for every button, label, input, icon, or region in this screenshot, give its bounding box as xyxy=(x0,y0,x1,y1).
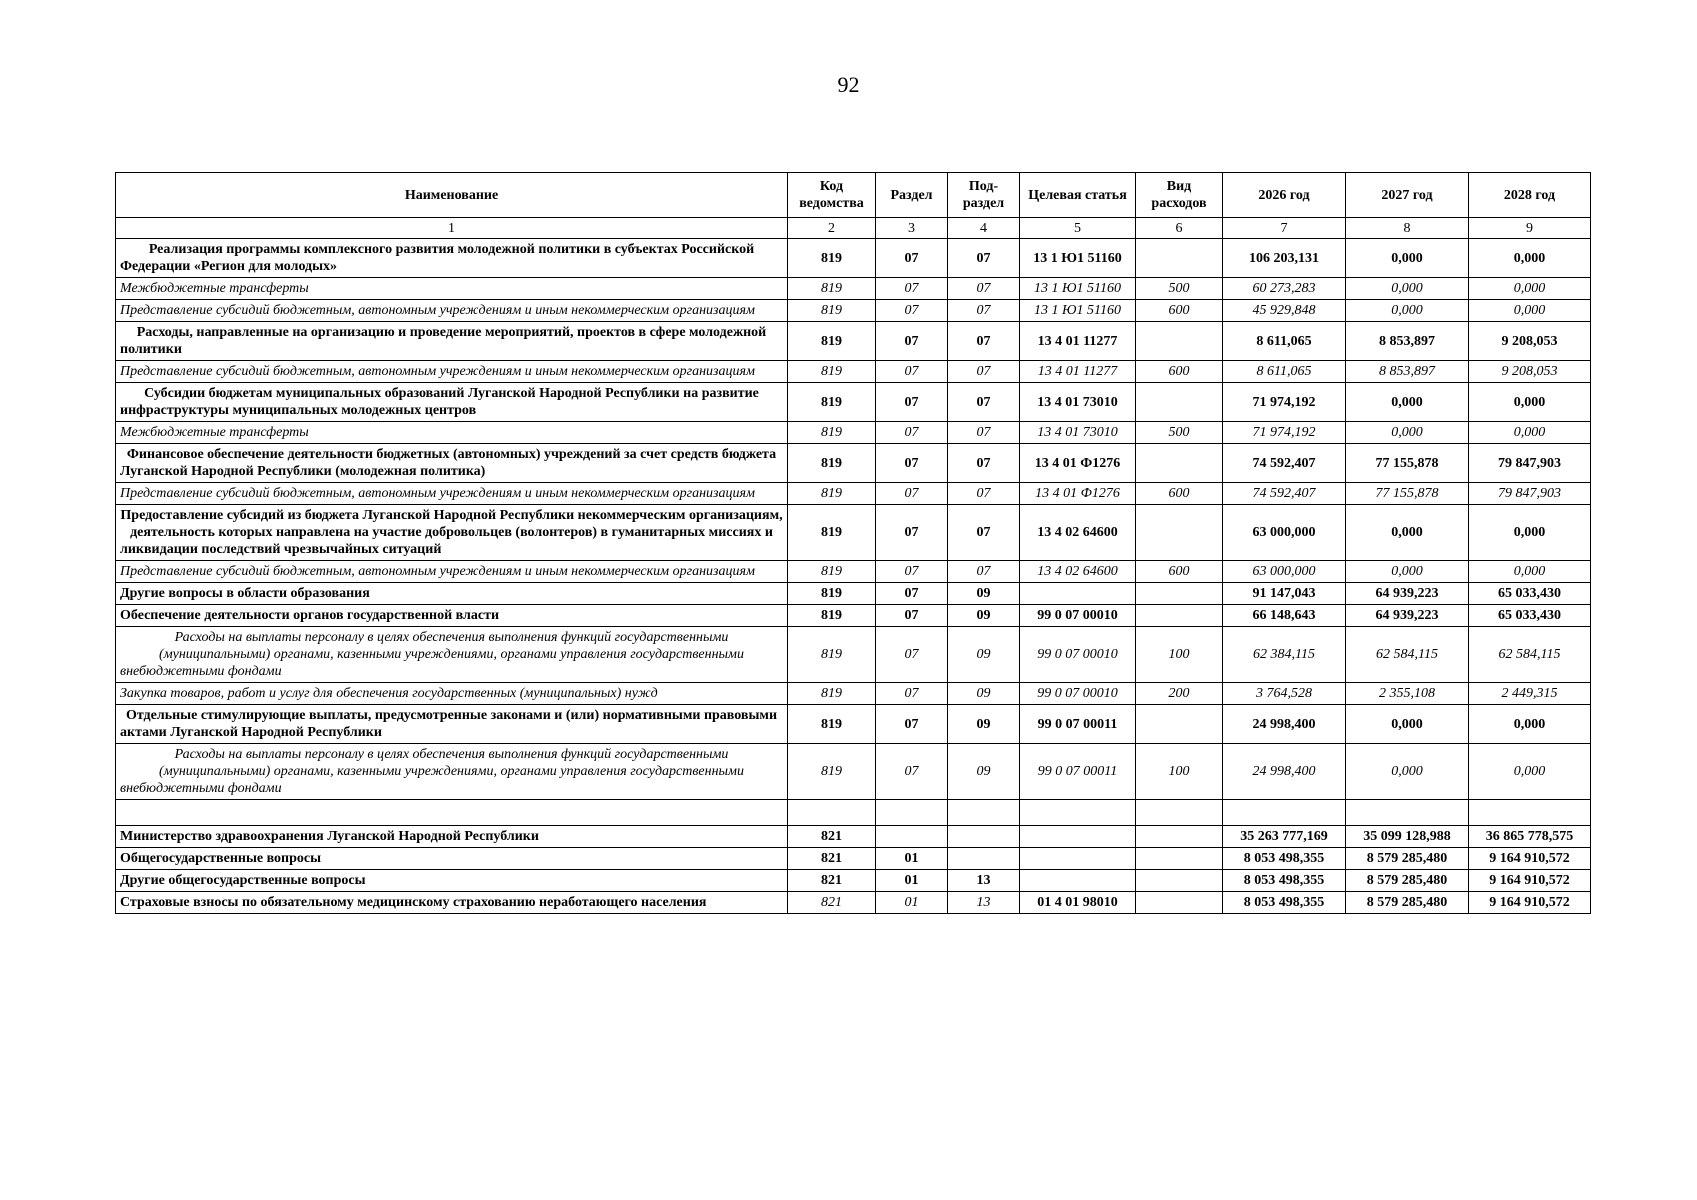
cell-2027: 0,000 xyxy=(1346,239,1469,278)
cell-subsection: 07 xyxy=(948,444,1020,483)
cell-section: 07 xyxy=(876,322,948,361)
cell-target xyxy=(1020,826,1136,848)
cell-2026: 8 053 498,355 xyxy=(1223,892,1346,914)
cell-code: 819 xyxy=(788,361,876,383)
table-row xyxy=(116,561,1591,583)
cell-section: 07 xyxy=(876,561,948,583)
cell-subsection xyxy=(948,800,1020,826)
header-type: Вид расходов xyxy=(1136,173,1223,218)
cell-subsection: 07 xyxy=(948,483,1020,505)
cell-code: 819 xyxy=(788,627,876,683)
cell-name: Расходы, направленные на организацию и проведение мероприятий, проектов в сфере молодежной политики xyxy=(116,322,788,361)
cell-2027: 0,000 xyxy=(1346,505,1469,561)
cell-section: 01 xyxy=(876,870,948,892)
cell-2027: 2 355,108 xyxy=(1346,683,1469,705)
cell-subsection: 07 xyxy=(948,239,1020,278)
cell-2026: 106 203,131 xyxy=(1223,239,1346,278)
cell-code: 819 xyxy=(788,383,876,422)
cell-2027: 77 155,878 xyxy=(1346,444,1469,483)
cell-target: 13 1 Ю1 51160 xyxy=(1020,278,1136,300)
cell-target: 13 4 01 73010 xyxy=(1020,383,1136,422)
cell-2028: 0,000 xyxy=(1469,505,1591,561)
column-number: 5 xyxy=(1020,218,1136,239)
cell-2027: 64 939,223 xyxy=(1346,583,1469,605)
table-row xyxy=(116,627,1591,683)
cell-code: 819 xyxy=(788,278,876,300)
cell-section: 07 xyxy=(876,300,948,322)
cell-code: 819 xyxy=(788,683,876,705)
cell-type xyxy=(1136,848,1223,870)
cell-type: 100 xyxy=(1136,744,1223,800)
cell-2028: 79 847,903 xyxy=(1469,444,1591,483)
cell-type: 500 xyxy=(1136,422,1223,444)
cell-2026: 74 592,407 xyxy=(1223,444,1346,483)
column-number: 8 xyxy=(1346,218,1469,239)
header-code: Код ведомства xyxy=(788,173,876,218)
column-number: 9 xyxy=(1469,218,1591,239)
cell-subsection: 07 xyxy=(948,505,1020,561)
cell-target xyxy=(1020,800,1136,826)
cell-2027: 8 579 285,480 xyxy=(1346,848,1469,870)
cell-target: 13 4 01 Ф1276 xyxy=(1020,483,1136,505)
cell-2028: 9 208,053 xyxy=(1469,361,1591,383)
cell-2026: 71 974,192 xyxy=(1223,383,1346,422)
cell-name: Субсидии бюджетам муниципальных образований Луганской Народной Республики на развитие инфраструктуры муниципальных молодежных центров xyxy=(116,383,788,422)
cell-code: 819 xyxy=(788,561,876,583)
cell-type: 600 xyxy=(1136,561,1223,583)
cell-type xyxy=(1136,705,1223,744)
cell-section: 07 xyxy=(876,605,948,627)
cell-code: 821 xyxy=(788,892,876,914)
column-number: 2 xyxy=(788,218,876,239)
cell-subsection: 07 xyxy=(948,422,1020,444)
cell-2026: 45 929,848 xyxy=(1223,300,1346,322)
cell-section: 07 xyxy=(876,683,948,705)
cell-code: 819 xyxy=(788,422,876,444)
cell-type xyxy=(1136,239,1223,278)
cell-2027: 0,000 xyxy=(1346,561,1469,583)
table-row xyxy=(116,705,1591,744)
cell-2027: 8 579 285,480 xyxy=(1346,892,1469,914)
cell-target: 13 1 Ю1 51160 xyxy=(1020,239,1136,278)
cell-code: 819 xyxy=(788,505,876,561)
cell-subsection: 07 xyxy=(948,322,1020,361)
cell-section: 07 xyxy=(876,483,948,505)
cell-subsection: 07 xyxy=(948,300,1020,322)
column-number-row xyxy=(116,218,1591,239)
cell-target: 99 0 07 00010 xyxy=(1020,605,1136,627)
cell-target: 99 0 07 00011 xyxy=(1020,744,1136,800)
table-row xyxy=(116,322,1591,361)
cell-target: 13 4 01 Ф1276 xyxy=(1020,444,1136,483)
cell-2028: 0,000 xyxy=(1469,239,1591,278)
cell-subsection: 07 xyxy=(948,383,1020,422)
cell-type: 200 xyxy=(1136,683,1223,705)
cell-2026: 62 384,115 xyxy=(1223,627,1346,683)
cell-2026: 24 998,400 xyxy=(1223,744,1346,800)
cell-code: 819 xyxy=(788,300,876,322)
cell-subsection: 13 xyxy=(948,892,1020,914)
cell-2026: 66 148,643 xyxy=(1223,605,1346,627)
cell-code: 821 xyxy=(788,870,876,892)
column-number: 4 xyxy=(948,218,1020,239)
header-2027: 2027 год xyxy=(1346,173,1469,218)
cell-code: 819 xyxy=(788,744,876,800)
table-row xyxy=(116,505,1591,561)
cell-section xyxy=(876,826,948,848)
header-2028: 2028 год xyxy=(1469,173,1591,218)
cell-type xyxy=(1136,892,1223,914)
cell-name: Обеспечение деятельности органов государственной власти xyxy=(116,605,788,627)
cell-2027: 64 939,223 xyxy=(1346,605,1469,627)
cell-section xyxy=(876,800,948,826)
cell-2027: 0,000 xyxy=(1346,278,1469,300)
cell-2028: 9 164 910,572 xyxy=(1469,870,1591,892)
column-number: 3 xyxy=(876,218,948,239)
cell-2028: 36 865 778,575 xyxy=(1469,826,1591,848)
cell-name: Межбюджетные трансферты xyxy=(116,422,788,444)
cell-subsection: 09 xyxy=(948,744,1020,800)
cell-target: 99 0 07 00010 xyxy=(1020,683,1136,705)
cell-name: Страховые взносы по обязательному медицинскому страхованию неработающего населения xyxy=(116,892,788,914)
cell-name: Расходы на выплаты персоналу в целях обеспечения выполнения функций государственными (муниципальными) органами, казенными учреждениями, органами управления государственными внебюджетными фондами xyxy=(116,744,788,800)
cell-code: 819 xyxy=(788,444,876,483)
cell-2027: 0,000 xyxy=(1346,744,1469,800)
cell-type xyxy=(1136,322,1223,361)
cell-subsection: 07 xyxy=(948,278,1020,300)
table-row xyxy=(116,239,1591,278)
header-subsection: Под-раздел xyxy=(948,173,1020,218)
table-row xyxy=(116,744,1591,800)
cell-subsection: 09 xyxy=(948,683,1020,705)
cell-name: Представление субсидий бюджетным, автономным учреждениям и иным некоммерческим организациям xyxy=(116,483,788,505)
cell-section: 07 xyxy=(876,444,948,483)
cell-2026: 8 611,065 xyxy=(1223,361,1346,383)
cell-2027: 0,000 xyxy=(1346,383,1469,422)
cell-type: 600 xyxy=(1136,483,1223,505)
cell-name: Финансовое обеспечение деятельности бюджетных (автономных) учреждений за счет средств бюджета Луганской Народной Республики (молодежная политика) xyxy=(116,444,788,483)
cell-2026: 35 263 777,169 xyxy=(1223,826,1346,848)
cell-2028: 65 033,430 xyxy=(1469,605,1591,627)
cell-target xyxy=(1020,583,1136,605)
cell-subsection: 07 xyxy=(948,361,1020,383)
cell-name: Предоставление субсидий из бюджета Луганской Народной Республики некоммерческим организациям, деятельность которых направлена на участие добровольцев (волонтеров) в гуманитарных миссиях и ликвидации последствий чрезвычайных ситуаций xyxy=(116,505,788,561)
table-row xyxy=(116,826,1591,848)
cell-name: Расходы на выплаты персоналу в целях обеспечения выполнения функций государственными (муниципальными) органами, казенными учреждениями, органами управления государственными внебюджетными фондами xyxy=(116,627,788,683)
cell-subsection: 09 xyxy=(948,605,1020,627)
table-row xyxy=(116,300,1591,322)
table-row xyxy=(116,848,1591,870)
cell-type xyxy=(1136,383,1223,422)
cell-subsection xyxy=(948,826,1020,848)
cell-2026: 24 998,400 xyxy=(1223,705,1346,744)
cell-code: 821 xyxy=(788,848,876,870)
cell-code: 819 xyxy=(788,705,876,744)
cell-type xyxy=(1136,870,1223,892)
cell-2028 xyxy=(1469,800,1591,826)
cell-type: 600 xyxy=(1136,361,1223,383)
cell-name: Представление субсидий бюджетным, автономным учреждениям и иным некоммерческим организациям xyxy=(116,300,788,322)
cell-target xyxy=(1020,848,1136,870)
cell-type: 500 xyxy=(1136,278,1223,300)
table-row xyxy=(116,605,1591,627)
cell-subsection: 13 xyxy=(948,870,1020,892)
table-row xyxy=(116,483,1591,505)
cell-2026: 8 053 498,355 xyxy=(1223,848,1346,870)
cell-subsection: 09 xyxy=(948,705,1020,744)
cell-type xyxy=(1136,444,1223,483)
cell-2026 xyxy=(1223,800,1346,826)
cell-2026: 63 000,000 xyxy=(1223,561,1346,583)
cell-subsection xyxy=(948,848,1020,870)
cell-section: 07 xyxy=(876,627,948,683)
cell-2028: 0,000 xyxy=(1469,705,1591,744)
cell-name: Общегосударственные вопросы xyxy=(116,848,788,870)
cell-2027 xyxy=(1346,800,1469,826)
cell-name xyxy=(116,800,788,826)
cell-target: 01 4 01 98010 xyxy=(1020,892,1136,914)
cell-2026: 60 273,283 xyxy=(1223,278,1346,300)
cell-target: 99 0 07 00010 xyxy=(1020,627,1136,683)
column-number: 6 xyxy=(1136,218,1223,239)
cell-2028: 9 164 910,572 xyxy=(1469,892,1591,914)
cell-2028: 0,000 xyxy=(1469,383,1591,422)
cell-2026: 8 611,065 xyxy=(1223,322,1346,361)
cell-2028: 65 033,430 xyxy=(1469,583,1591,605)
cell-2028: 9 208,053 xyxy=(1469,322,1591,361)
cell-subsection: 09 xyxy=(948,627,1020,683)
cell-2026: 63 000,000 xyxy=(1223,505,1346,561)
cell-section: 07 xyxy=(876,505,948,561)
cell-section: 07 xyxy=(876,361,948,383)
cell-name: Другие вопросы в области образования xyxy=(116,583,788,605)
cell-target: 13 1 Ю1 51160 xyxy=(1020,300,1136,322)
table-body xyxy=(116,239,1591,914)
cell-2027: 77 155,878 xyxy=(1346,483,1469,505)
header-section: Раздел xyxy=(876,173,948,218)
cell-2028: 9 164 910,572 xyxy=(1469,848,1591,870)
cell-section: 01 xyxy=(876,892,948,914)
cell-name: Закупка товаров, работ и услуг для обеспечения государственных (муниципальных) нужд xyxy=(116,683,788,705)
cell-name: Представление субсидий бюджетным, автономным учреждениям и иным некоммерческим организациям xyxy=(116,561,788,583)
cell-target: 13 4 01 73010 xyxy=(1020,422,1136,444)
cell-type xyxy=(1136,800,1223,826)
cell-subsection: 09 xyxy=(948,583,1020,605)
cell-name: Другие общегосударственные вопросы xyxy=(116,870,788,892)
cell-section: 07 xyxy=(876,383,948,422)
cell-2027: 8 853,897 xyxy=(1346,361,1469,383)
cell-section: 07 xyxy=(876,422,948,444)
cell-2028: 0,000 xyxy=(1469,561,1591,583)
table-row xyxy=(116,444,1591,483)
cell-section: 07 xyxy=(876,239,948,278)
table-row xyxy=(116,383,1591,422)
cell-code xyxy=(788,800,876,826)
budget-table xyxy=(115,172,1591,914)
header-2026: 2026 год xyxy=(1223,173,1346,218)
table-row xyxy=(116,583,1591,605)
cell-code: 821 xyxy=(788,826,876,848)
cell-2027: 0,000 xyxy=(1346,422,1469,444)
cell-2027: 8 579 285,480 xyxy=(1346,870,1469,892)
cell-section: 07 xyxy=(876,278,948,300)
header-row xyxy=(116,173,1591,218)
table-row xyxy=(116,361,1591,383)
header-name: Наименование xyxy=(116,173,788,218)
header-target: Целевая статья xyxy=(1020,173,1136,218)
cell-target: 99 0 07 00011 xyxy=(1020,705,1136,744)
cell-2028: 0,000 xyxy=(1469,422,1591,444)
table-row xyxy=(116,278,1591,300)
cell-code: 819 xyxy=(788,322,876,361)
cell-2028: 0,000 xyxy=(1469,744,1591,800)
cell-name: Отдельные стимулирующие выплаты, предусмотренные законами и (или) нормативными правовыми актами Луганской Народной Республики xyxy=(116,705,788,744)
cell-target: 13 4 02 64600 xyxy=(1020,561,1136,583)
cell-type xyxy=(1136,605,1223,627)
cell-target: 13 4 01 11277 xyxy=(1020,361,1136,383)
cell-2028: 2 449,315 xyxy=(1469,683,1591,705)
cell-type xyxy=(1136,826,1223,848)
cell-code: 819 xyxy=(788,583,876,605)
cell-2026: 74 592,407 xyxy=(1223,483,1346,505)
cell-2028: 0,000 xyxy=(1469,278,1591,300)
cell-name: Министерство здравоохранения Луганской Народной Республики xyxy=(116,826,788,848)
table-row xyxy=(116,800,1591,826)
cell-2028: 79 847,903 xyxy=(1469,483,1591,505)
cell-2026: 3 764,528 xyxy=(1223,683,1346,705)
cell-2027: 62 584,115 xyxy=(1346,627,1469,683)
cell-type: 100 xyxy=(1136,627,1223,683)
cell-section: 07 xyxy=(876,705,948,744)
cell-section: 07 xyxy=(876,583,948,605)
cell-target: 13 4 02 64600 xyxy=(1020,505,1136,561)
cell-2027: 0,000 xyxy=(1346,705,1469,744)
cell-code: 819 xyxy=(788,605,876,627)
cell-name: Реализация программы комплексного развития молодежной политики в субъектах Российской Федерации «Регион для молодых» xyxy=(116,239,788,278)
table-row xyxy=(116,892,1591,914)
cell-2028: 62 584,115 xyxy=(1469,627,1591,683)
table-row xyxy=(116,683,1591,705)
cell-code: 819 xyxy=(788,483,876,505)
cell-2027: 8 853,897 xyxy=(1346,322,1469,361)
cell-subsection: 07 xyxy=(948,561,1020,583)
column-number: 1 xyxy=(116,218,788,239)
cell-name: Представление субсидий бюджетным, автономным учреждениям и иным некоммерческим организациям xyxy=(116,361,788,383)
page-number: 92 xyxy=(837,72,860,97)
cell-type: 600 xyxy=(1136,300,1223,322)
cell-code: 819 xyxy=(788,239,876,278)
cell-section: 07 xyxy=(876,744,948,800)
cell-section: 01 xyxy=(876,848,948,870)
cell-target: 13 4 01 11277 xyxy=(1020,322,1136,361)
cell-2026: 71 974,192 xyxy=(1223,422,1346,444)
cell-2026: 8 053 498,355 xyxy=(1223,870,1346,892)
cell-type xyxy=(1136,583,1223,605)
table-row xyxy=(116,870,1591,892)
column-number: 7 xyxy=(1223,218,1346,239)
cell-2027: 0,000 xyxy=(1346,300,1469,322)
cell-2028: 0,000 xyxy=(1469,300,1591,322)
cell-name: Межбюджетные трансферты xyxy=(116,278,788,300)
cell-type xyxy=(1136,505,1223,561)
table-row xyxy=(116,422,1591,444)
cell-2027: 35 099 128,988 xyxy=(1346,826,1469,848)
cell-2026: 91 147,043 xyxy=(1223,583,1346,605)
cell-target xyxy=(1020,870,1136,892)
